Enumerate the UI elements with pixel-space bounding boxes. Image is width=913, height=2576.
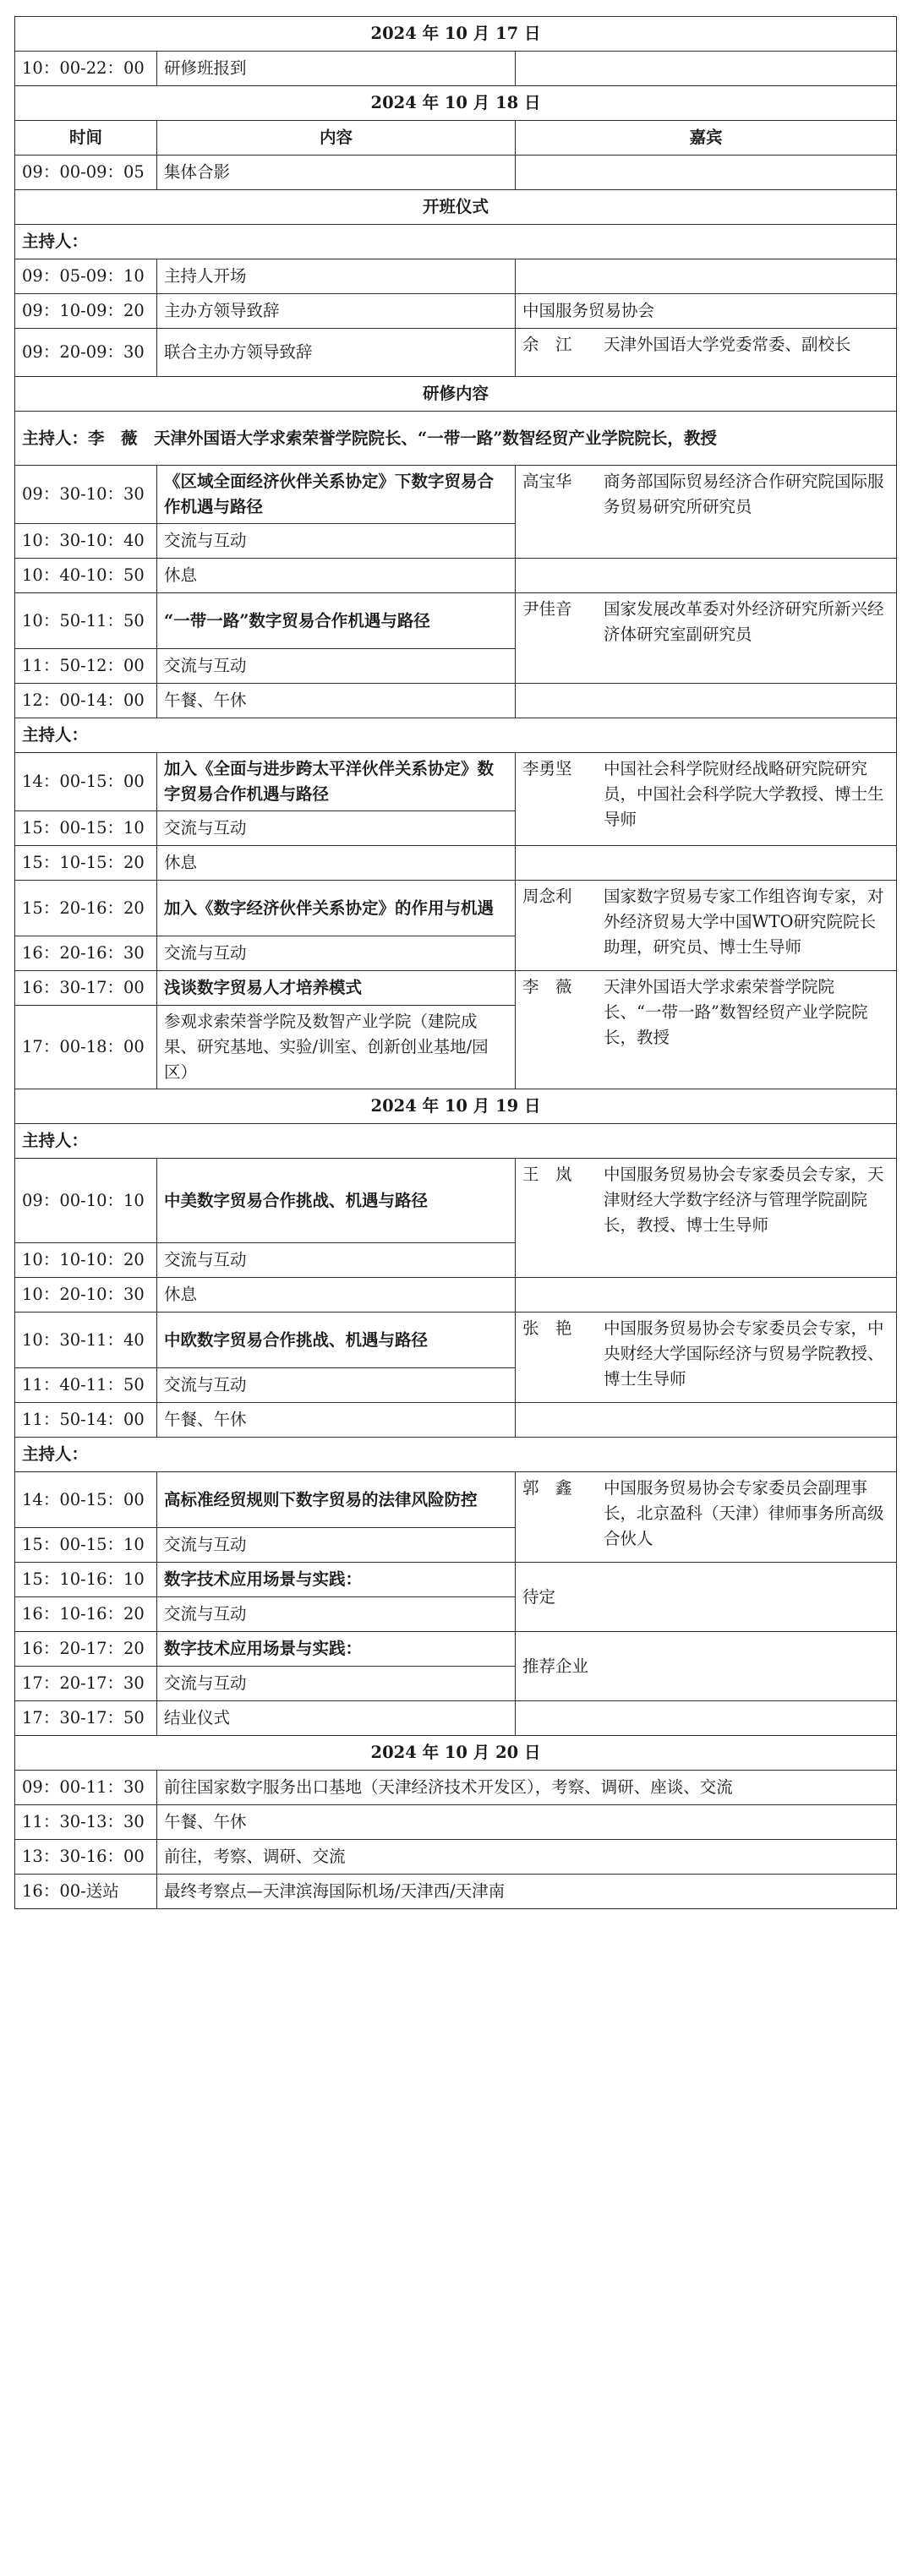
time-cell: 16：30-17：00 [15, 971, 157, 1006]
speaker-cell [516, 1278, 897, 1313]
speaker-name: 张 艳 [522, 1318, 572, 1338]
time-cell: 16：20-16：30 [15, 936, 157, 971]
content-cell: 参观求索荣誉学院及数智产业学院（建院成果、研究基地、实验/训室、创新创业基地/园区） [157, 1006, 516, 1089]
schedule-row [15, 156, 897, 190]
content-cell: 交流与互动 [157, 1368, 516, 1403]
section-header: 2024 年 10 月 17 日 [15, 17, 897, 52]
time-cell: 17：00-18：00 [15, 1006, 157, 1089]
speaker-cell [516, 881, 897, 971]
speaker-title: 中国服务贸易协会专家委员会副理事长，北京盈科（天津）律师事务所高级合伙人 [604, 1478, 884, 1548]
time-cell: 12：00-14：00 [15, 684, 157, 718]
section-header: 研修内容 [15, 377, 897, 412]
time-cell: 16：10-16：20 [15, 1597, 157, 1632]
speaker-cell [516, 1472, 897, 1563]
speaker-block [522, 756, 889, 832]
time-cell: 15：00-15：10 [15, 811, 157, 846]
content-cell: 加入《全面与进步跨太平洋伙伴关系协定》数字贸易合作机遇与路径 [157, 753, 516, 811]
content-cell: 浅谈数字贸易人才培养模式 [157, 971, 516, 1006]
schedule-row [15, 1472, 897, 1528]
time-cell: 09：00-11：30 [15, 1771, 157, 1805]
time-cell: 17：20-17：30 [15, 1667, 157, 1701]
schedule-row [15, 559, 897, 593]
content-cell: 午餐、午休 [157, 684, 516, 718]
speaker-cell: 推荐企业 [516, 1632, 897, 1701]
content-cell: 中美数字贸易合作挑战、机遇与路径 [157, 1159, 516, 1243]
schedule-row [15, 225, 897, 259]
speaker-cell [516, 971, 897, 1089]
schedule-row [15, 881, 897, 936]
speaker-name: 郭 鑫 [522, 1478, 572, 1498]
column-header: 时间 [15, 121, 157, 156]
speaker-name: 李勇坚 [522, 759, 572, 778]
speaker-cell: 中国服务贸易协会 [516, 294, 897, 329]
schedule-row [15, 190, 897, 225]
content-cell: 交流与互动 [157, 649, 516, 684]
schedule-row [15, 593, 897, 649]
time-cell: 16：20-17：20 [15, 1632, 157, 1667]
content-cell: 结业仪式 [157, 1701, 516, 1736]
content-cell: 午餐、午休 [157, 1403, 516, 1438]
schedule-row [15, 1313, 897, 1368]
speaker-cell [516, 1701, 897, 1736]
speaker-title: 天津外国语大学党委常委、副校长 [604, 335, 851, 354]
time-cell: 10：10-10：20 [15, 1243, 157, 1278]
speaker-cell: 待定 [516, 1563, 897, 1632]
content-cell: 最终考察点—天津滨海国际机场/天津西/天津南 [157, 1875, 897, 1909]
time-cell: 11：50-14：00 [15, 1403, 157, 1438]
content-cell: 交流与互动 [157, 811, 516, 846]
time-cell: 11：40-11：50 [15, 1368, 157, 1403]
content-cell: 研修班报到 [157, 52, 516, 86]
content-cell: 交流与互动 [157, 1243, 516, 1278]
speaker-block [522, 469, 889, 520]
time-cell: 17：30-17：50 [15, 1701, 157, 1736]
speaker-cell [516, 559, 897, 593]
time-cell: 14：00-15：00 [15, 753, 157, 811]
section-header: 2024 年 10 月 18 日 [15, 86, 897, 121]
content-cell: 交流与互动 [157, 1597, 516, 1632]
speaker-block [522, 332, 889, 357]
host-line: 主持人：李 薇 天津外国语大学求索荣誉学院院长、“一带一路”数智经贸产业学院院长，教授 [15, 412, 897, 466]
speaker-cell [516, 753, 897, 846]
content-cell: 交流与互动 [157, 936, 516, 971]
schedule-row [15, 1736, 897, 1771]
speaker-cell [516, 259, 897, 294]
time-cell: 09：30-10：30 [15, 466, 157, 524]
time-cell: 10：40-10：50 [15, 559, 157, 593]
time-cell: 09：20-09：30 [15, 329, 157, 377]
speaker-name: 余 江 [522, 335, 572, 354]
time-cell: 10：20-10：30 [15, 1278, 157, 1313]
speaker-block [522, 1476, 889, 1552]
schedule-table [14, 16, 897, 1909]
content-cell: 高标准经贸规则下数字贸易的法律风险防控 [157, 1472, 516, 1528]
speaker-title: 中国服务贸易协会专家委员会专家，天津财经大学数字经济与管理学院副院长，教授、博士生导师 [604, 1165, 884, 1235]
content-cell: 前往国家数字服务出口基地（天津经济技术开发区），考察、调研、座谈、交流 [157, 1771, 897, 1805]
schedule-row [15, 718, 897, 753]
speaker-block [522, 884, 889, 960]
content-cell: “一带一路”数字贸易合作机遇与路径 [157, 593, 516, 649]
time-cell: 09：10-09：20 [15, 294, 157, 329]
schedule-row [15, 259, 897, 294]
speaker-cell [516, 1159, 897, 1278]
speaker-name: 李 薇 [522, 977, 572, 996]
content-cell: 加入《数字经济伙伴关系协定》的作用与机遇 [157, 881, 516, 936]
content-cell: 交流与互动 [157, 1528, 516, 1563]
schedule-row [15, 753, 897, 811]
schedule-row [15, 466, 897, 524]
schedule-row [15, 377, 897, 412]
host-line: 主持人： [15, 718, 897, 753]
content-cell: 前往，考察、调研、交流 [157, 1840, 897, 1875]
content-cell: 休息 [157, 846, 516, 881]
time-cell: 10：00-22：00 [15, 52, 157, 86]
time-cell: 11：50-12：00 [15, 649, 157, 684]
speaker-name: 周念利 [522, 887, 572, 906]
time-cell: 15：20-16：20 [15, 881, 157, 936]
speaker-cell [516, 329, 897, 377]
section-header: 开班仪式 [15, 190, 897, 225]
speaker-cell [516, 846, 897, 881]
speaker-title: 国家发展改革委对外经济研究所新兴经济体研究室副研究员 [604, 599, 884, 644]
speaker-title: 中国社会科学院财经战略研究院研究员，中国社会科学院大学教授、博士生导师 [604, 759, 884, 829]
schedule-row [15, 294, 897, 329]
time-cell: 13：30-16：00 [15, 1840, 157, 1875]
host-line: 主持人： [15, 225, 897, 259]
schedule-row [15, 1840, 897, 1875]
column-header: 内容 [157, 121, 516, 156]
schedule-row [15, 1771, 897, 1805]
schedule-row [15, 971, 897, 1006]
schedule-row [15, 1805, 897, 1840]
schedule-row [15, 684, 897, 718]
content-cell: 集体合影 [157, 156, 516, 190]
schedule-body [15, 17, 897, 1909]
speaker-title: 中国服务贸易协会专家委员会专家，中央财经大学国际经济与贸易学院教授、博士生导师 [604, 1318, 884, 1389]
content-cell: 交流与互动 [157, 1667, 516, 1701]
time-cell: 16：00-送站 [15, 1875, 157, 1909]
speaker-cell [516, 52, 897, 86]
schedule-row [15, 1875, 897, 1909]
speaker-cell [516, 466, 897, 559]
schedule-row [15, 329, 897, 377]
time-cell: 10：50-11：50 [15, 593, 157, 649]
schedule-row [15, 1438, 897, 1472]
content-cell: 《区域全面经济伙伴关系协定》下数字贸易合作机遇与路径 [157, 466, 516, 524]
schedule-row [15, 846, 897, 881]
schedule-row [15, 17, 897, 52]
speaker-title: 商务部国际贸易经济合作研究院国际服务贸易研究所研究员 [604, 472, 884, 516]
content-cell: 联合主办方领导致辞 [157, 329, 516, 377]
time-cell: 09：00-09：05 [15, 156, 157, 190]
time-cell: 09：05-09：10 [15, 259, 157, 294]
speaker-block [522, 1316, 889, 1392]
schedule-row [15, 412, 897, 466]
schedule-row [15, 1403, 897, 1438]
schedule-row [15, 1124, 897, 1159]
content-cell: 数字技术应用场景与实践： [157, 1563, 516, 1597]
speaker-name: 尹佳音 [522, 599, 572, 619]
schedule-row [15, 1701, 897, 1736]
content-cell: 数字技术应用场景与实践： [157, 1632, 516, 1667]
schedule-row [15, 52, 897, 86]
content-cell: 休息 [157, 559, 516, 593]
time-cell: 15：00-15：10 [15, 1528, 157, 1563]
time-cell: 10：30-10：40 [15, 524, 157, 559]
schedule-row [15, 1563, 897, 1597]
speaker-name: 高宝华 [522, 472, 572, 491]
column-header: 嘉宾 [516, 121, 897, 156]
content-cell: 休息 [157, 1278, 516, 1313]
time-cell: 15：10-16：10 [15, 1563, 157, 1597]
speaker-title: 天津外国语大学求索荣誉学院院长、“一带一路”数智经贸产业学院院长，教授 [604, 977, 868, 1047]
speaker-cell [516, 593, 897, 684]
schedule-row [15, 86, 897, 121]
schedule-row [15, 121, 897, 156]
section-header: 2024 年 10 月 19 日 [15, 1089, 897, 1124]
speaker-block [522, 597, 889, 647]
speaker-cell [516, 1313, 897, 1403]
speaker-cell [516, 1403, 897, 1438]
time-cell: 15：10-15：20 [15, 846, 157, 881]
time-cell: 11：30-13：30 [15, 1805, 157, 1840]
content-cell: 主办方领导致辞 [157, 294, 516, 329]
speaker-title: 国家数字贸易专家工作组咨询专家，对外经济贸易大学中国WTO研究院院长助理，研究员、博士生导师 [604, 887, 884, 957]
content-cell: 主持人开场 [157, 259, 516, 294]
speaker-cell [516, 156, 897, 190]
section-header: 2024 年 10 月 20 日 [15, 1736, 897, 1771]
schedule-row [15, 1278, 897, 1313]
speaker-name: 王 岚 [522, 1165, 572, 1184]
content-cell: 午餐、午休 [157, 1805, 897, 1840]
speaker-cell [516, 684, 897, 718]
speaker-block [522, 974, 889, 1051]
time-cell: 14：00-15：00 [15, 1472, 157, 1528]
content-cell: 中欧数字贸易合作挑战、机遇与路径 [157, 1313, 516, 1368]
speaker-block [522, 1162, 889, 1238]
schedule-row [15, 1159, 897, 1243]
host-line: 主持人： [15, 1438, 897, 1472]
host-line: 主持人： [15, 1124, 897, 1159]
content-cell: 交流与互动 [157, 524, 516, 559]
schedule-row [15, 1089, 897, 1124]
time-cell: 09：00-10：10 [15, 1159, 157, 1243]
schedule-row [15, 1632, 897, 1667]
time-cell: 10：30-11：40 [15, 1313, 157, 1368]
